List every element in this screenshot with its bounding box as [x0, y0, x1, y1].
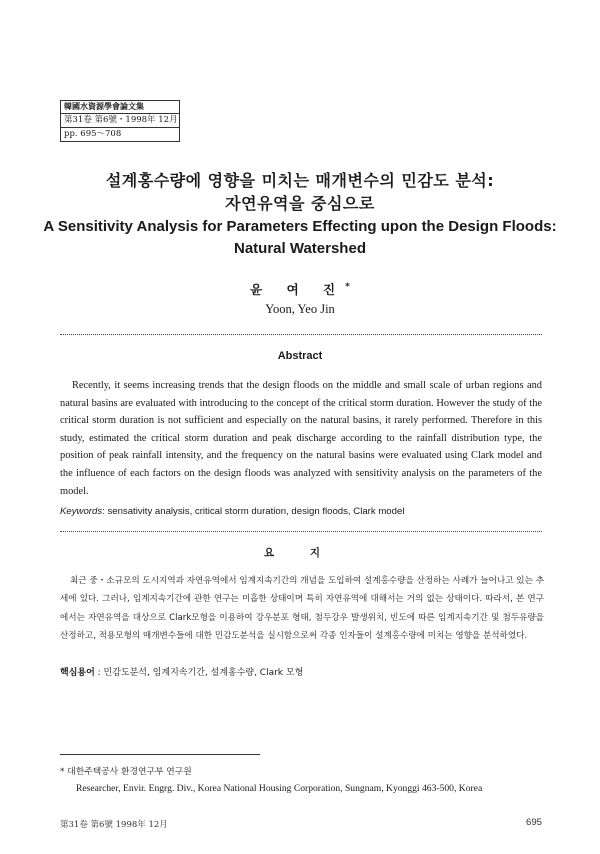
- title-en-line2: Natural Watershed: [234, 240, 366, 257]
- journal-volume: 第31卷 第6號・1998年 12月: [61, 114, 179, 128]
- title-ko-line2: 자연유역을 중심으로: [225, 194, 375, 213]
- footer-volume: 第31卷 第6號 1998年 12月: [60, 820, 168, 830]
- keywords-ko: [60, 665, 542, 678]
- summary-heading: 요 지: [264, 547, 336, 559]
- title-en-line1: A Sensitivity Analysis for Parameters Effecting upon the Design Floods:: [43, 218, 557, 235]
- footnote-affiliation-en: Researcher, Envir. Engrg. Div., Korea National Housing Corporation, Sungnam, Kyonggi 463-500, Korea: [76, 783, 483, 794]
- keywords-en: [60, 506, 542, 517]
- divider-top: [60, 334, 542, 335]
- journal-name: 韓國水資源學會論文集: [61, 101, 179, 114]
- author-footnote-mark: *: [345, 281, 350, 292]
- footnote-affiliation-ko: * 대한주택공사 환경연구부 연구원: [60, 767, 192, 777]
- keywords-ko-label: 핵심용어: [60, 668, 95, 678]
- author-ko-text: 윤 여 진: [250, 282, 346, 297]
- summary-text: 최근 중・소규모의 도시지역과 자연유역에서 임계지속기간의 개념을 도입하여 설계홍수량을 산정하는 사례가 늘어나고 있는 추세에 있다. 그러나, 임계지속기간에 관한 연구는 미흡한 상태이며 특히 자연유역에 대해서는 거의 없는 상태이다. 따라서, 본 연구에서는 자연유역을 대상으로 Clark모형을 이용하여 강우분포 형태, 첨두강우 발생위치, 빈도에 따른 임계지속기간 및 첨두유량을 산정하고, 적용모형의 매개변수들에 대한 민감도분석을 실시함으로써 각종 인자들이 설계홍수량에 미치는 영향을 분석하였다.: [60, 576, 544, 642]
- title-ko-line1: 설계홍수량에 영향을 미치는 매개변수의 민감도 분석:: [105, 171, 495, 190]
- journal-info-box: [60, 100, 180, 142]
- abstract-heading: Abstract: [277, 350, 323, 362]
- author-name-ko: [0, 280, 600, 298]
- footnote-divider: [60, 754, 260, 755]
- journal-pages: pp. 695～708: [64, 129, 122, 140]
- keywords-label: Keywords: [60, 506, 103, 517]
- keywords-text: : sensativity analysis, critical storm duration, design floods, Clark model: [102, 506, 405, 517]
- abstract-text: Recently, it seems increasing trends that the design floods on the middle and small scale of urban regions and natural basins are evaluated with introducing to the concept of the critical storm duration. However the study of the critical storm duration is not sufficient and especially on the natural basins, it rarely performed. Therefore in this study, estimated the critical storm duration and peak discharge according to the rainfall distribution type, the position of peak rainfall intensity, and the frequency on the natural basins were evaluated using Clark model and the influence of each factors on the design floods was analyzed with sensitivity analysis on the parameters of the model.: [60, 380, 542, 497]
- divider-middle: [60, 531, 542, 532]
- keywords-ko-text: : 민감도분석, 임계지속기간, 설계홍수량, Clark 모형: [94, 668, 304, 678]
- page-number: 695: [525, 817, 542, 828]
- author-name-en: Yoon, Yeo Jin: [265, 302, 335, 316]
